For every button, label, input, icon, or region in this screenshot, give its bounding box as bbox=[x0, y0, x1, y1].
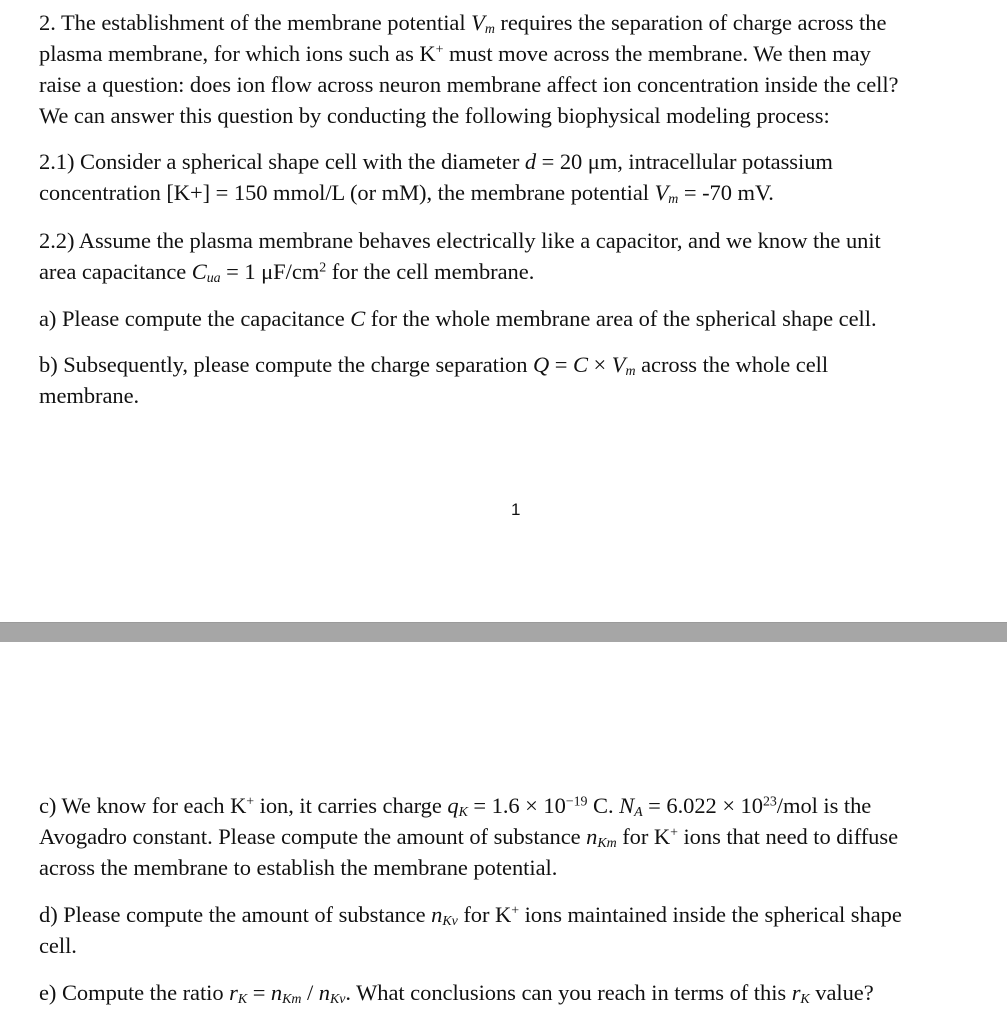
question-d bbox=[39, 899, 994, 961]
text-line: 2.1) Consider a spherical shape cell with the diameter d = 20 μm, intracellular potassium bbox=[39, 149, 833, 174]
page-separator bbox=[0, 622, 1007, 643]
question-e bbox=[39, 977, 994, 1008]
page-number: 1 bbox=[511, 500, 521, 519]
section-2-2 bbox=[39, 225, 994, 287]
question-a bbox=[39, 303, 994, 334]
text-line: plasma membrane, for which ions such as K+ must move across the membrane. We then may bbox=[39, 41, 871, 66]
text-line: 2. The establishment of the membrane potential $V_m$ requires the separation of charge across the bbox=[39, 10, 887, 38]
question-b bbox=[39, 349, 994, 411]
text-line: concentration [K+] = 150 mmol/L (or mM), the membrane potential $V_m = -70$ mV. bbox=[39, 180, 774, 208]
text-line: e) Compute the ratio $r_K = n_{Km} / n_{Kv}$. What conclusions can you reach in terms of this $r_K$ value? bbox=[39, 980, 874, 1008]
text-line: across the membrane to establish the membrane potential. bbox=[39, 855, 558, 880]
text-line: Avogadro constant. Please compute the amount of substance $n_{Km}$ for K+ ions that need to diffuse bbox=[39, 824, 899, 852]
intro-paragraph bbox=[39, 7, 994, 131]
text-line: raise a question: does ion flow across neuron membrane affect ion concentration inside the cell? bbox=[39, 72, 899, 97]
text-line: b) Subsequently, please compute the charge separation $Q = C \times V_m$ across the whole cell bbox=[39, 352, 829, 380]
text-line: 2.2) Assume the plasma membrane behaves electrically like a capacitor, and we know the unit bbox=[39, 228, 881, 253]
question-c bbox=[39, 790, 994, 883]
text-line: cell. bbox=[39, 933, 77, 958]
document-page-2 bbox=[0, 642, 1007, 1024]
text-line: d) Please compute the amount of substance $n_{Kv}$ for K+ ions maintained inside the spherical shape bbox=[39, 902, 902, 930]
text-line: a) Please compute the capacitance C for the whole membrane area of the spherical shape cell. bbox=[39, 306, 877, 331]
text-line: membrane. bbox=[39, 383, 140, 408]
section-2-1 bbox=[39, 146, 994, 208]
text-line: c) We know for each K+ ion, it carries charge $q_K = 1.6 \times 10^{-19}$ C. $N_A = 6.022 \times 10^{23}/mol$ is the bbox=[39, 793, 872, 821]
text-line: We can answer this question by conducting the following biophysical modeling process: bbox=[39, 103, 830, 128]
text-line: area capacitance $C_{ua} = 1$ $\mu F/cm^2$ for the cell membrane. bbox=[39, 259, 535, 287]
